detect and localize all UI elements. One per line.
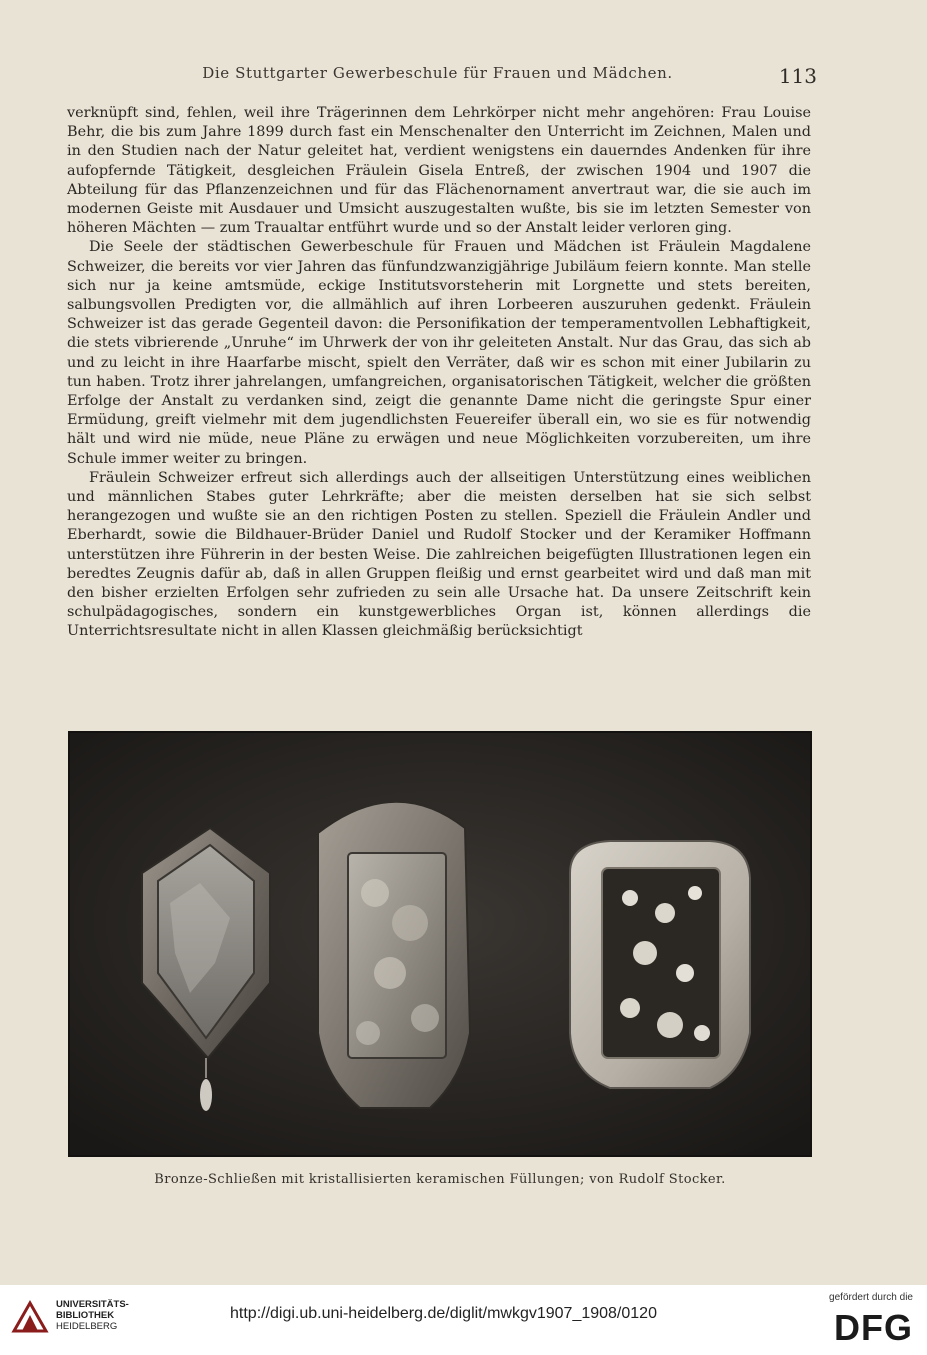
dfg-logo: DFG — [834, 1307, 913, 1348]
page-number: 113 — [778, 64, 817, 88]
paragraph: Die Seele der städtischen Gewerbeschule für Frauen und Mädchen ist Fräulein Magdalene Schweizer, die bereits vor vier Jahren das fünfundzwanzigjährige Jubiläum feiern konnte. Man stelle sich nur ja keine amtsmüde, eckige Institutsvorsteherin mit Lorgnette und stets bereiten, salbungsvollen Predigten vor, die allmählich auf ihren Lorbeeren auszuruhen gedenkt. Fräulein Schweizer ist das gerade Gegenteil davon: die Personifikation der temperamentvollen Lebhaftigkeit, die stets vibrierende „Unruhe“ im Uhrwerk der von ihr geleiteten Anstalt. Nur das Grau, das sich ab und zu leicht in ihre Haarfarbe mischt, spielt den Verräter, daß wir es schon mit einer Jubilarin zu tun haben. Trotz ihrer jahrelangen, umfangreichen, organisatorischen Tätigkeit, welcher die größten Erfolge der Anstalt zu verdanken sind, zeigt die genannte Dame nicht die geringste Spur einer Ermüdung, greift vielmehr mit dem jugendlichsten Feuereifer überall ein, wo sie es für notwendig hält und wird nie müde, neue Pläne zu erwägen und neue Möglichkeiten vorzubereiten, um ihre Schule immer weiter zu bringen. — [67, 239, 811, 467]
university-library-logo-icon — [10, 1297, 50, 1337]
library-name — [56, 1299, 129, 1332]
figure-caption: Bronze-Schließen mit kristallisierten keramischen Füllungen; von Rudolf Stocker. — [154, 1172, 726, 1187]
paragraph: Fräulein Schweizer erfreut sich allerdings auch der allseitigen Unterstützung eines weiblichen und männlichen Stabes guter Lehrkräfte; aber die meisten derselben hat sie sich selbst herangezogen und wußte sie an den richtigen Posten zu stellen. Speziell die Fräulein Andler und Eberhardt, sowie die Bildhauer-Brüder Daniel und Rudolf Stocker und der Keramiker Hoffmann unterstützen ihre Führerin in der besten Weise. Die zahlreichen beigefügten Illustrationen legen ein beredtes Zeugnis dafür ab, daß in allen Gruppen fleißig und ernst gearbeitet wird und daß man mit den bisher erzielten Erfolgen sehr zufrieden zu sein alle Ursache hat. Da unsere Zeitschrift kein schulpädagogisches, sondern ein kunstgewerbliches Organ ist, können allerdings die Unterrichtsresultate nicht in allen Klassen gleichmäßig berücksichtigt — [67, 469, 811, 640]
library-name-line: UNIVERSITÄTS- — [56, 1299, 129, 1310]
permalink[interactable]: http://digi.ub.uni-heidelberg.de/diglit/mwkgv1907_1908/0120 — [230, 1305, 657, 1322]
running-head: Die Stuttgarter Gewerbeschule für Frauen und Mädchen. — [202, 64, 673, 82]
library-name-line: HEIDELBERG — [56, 1321, 118, 1332]
paragraph: verknüpft sind, fehlen, weil ihre Trägerinnen dem Lehrkörper nicht mehr angehören: Frau Louise Behr, die bis zum Jahre 1899 durch fast ein Menschenalter den Unterricht im Zeichnen, Malen und in den Studien nach der Natur geleitet hat, verdient wenigstens ein dauerndes Andenken für ihre aufopfernde Tätigkeit, desgleichen Fräulein Gisela Entreß, der zwischen 1904 und 1907 die Abteilung für das Pflanzenzeichnen und für das Flächenornament anvertraut war, die sie auch im modernen Geiste mit Ausdauer und Umsicht auszugestalten wußte, bis sie im letzten Semester von höheren Mächten — zum Traualtar entführt wurde und so der Anstalt leider verloren ging. — [67, 105, 811, 237]
digitization-footer — [0, 1285, 927, 1355]
funding-note: gefördert durch die — [829, 1292, 913, 1303]
middle-clasp — [318, 802, 470, 1108]
right-clasp — [570, 841, 750, 1088]
body-text — [67, 104, 811, 642]
figure-photograph — [68, 731, 812, 1157]
library-name-line: BIBLIOTHEK — [56, 1310, 115, 1321]
